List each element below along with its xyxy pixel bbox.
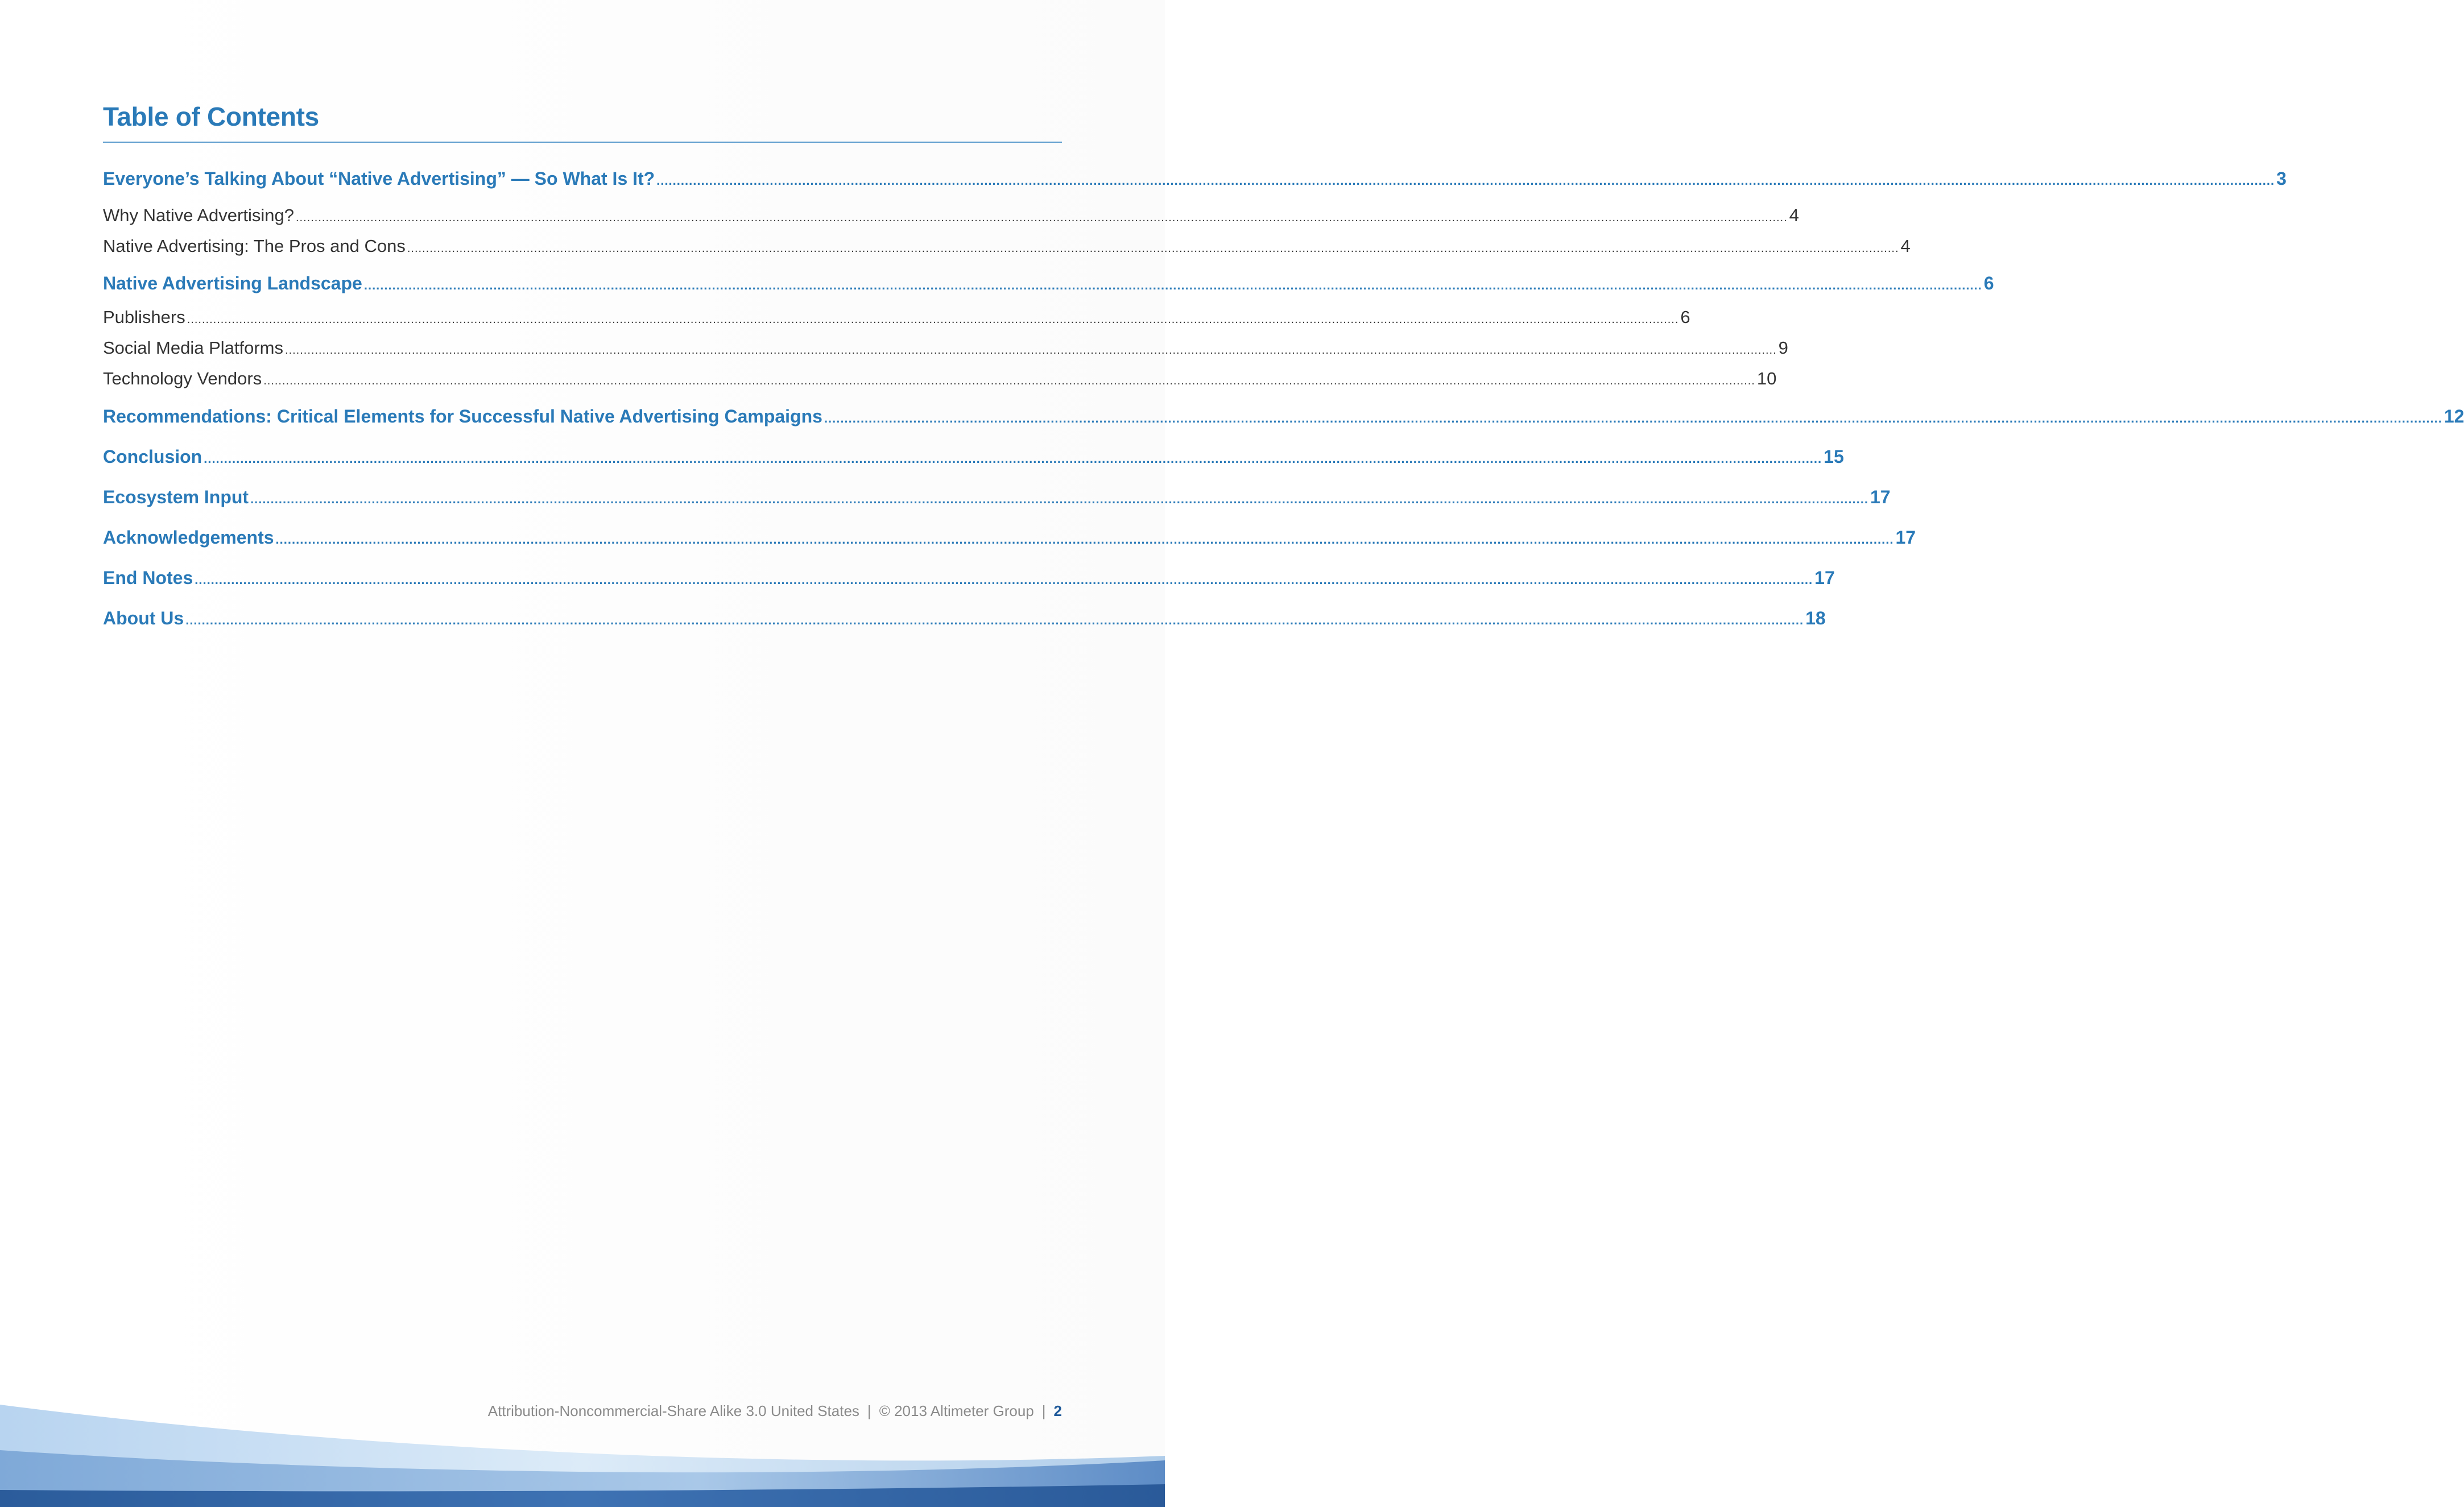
dot-leader: ................................................................................................................................................................................................................................................................................................................................................................................................................ bbox=[275, 532, 1894, 547]
toc-entry-label: Recommendations: Critical Elements for Successful Native Advertising Campaigns bbox=[103, 406, 822, 427]
dot-leader: ................................................................................................................................................................................................................................................................................................................................................................................................................ bbox=[263, 375, 1755, 387]
toc-entry-label: Native Advertising Landscape bbox=[103, 273, 362, 293]
toc-entry-label: Ecosystem Input bbox=[103, 487, 249, 507]
toc-entry-page: 17 bbox=[1895, 527, 1916, 548]
toc-entry[interactable] bbox=[103, 406, 2464, 427]
footer-separator: | bbox=[1041, 1402, 1046, 1419]
toc-entry[interactable] bbox=[103, 527, 1916, 548]
toc-entry-page: 17 bbox=[1870, 487, 1891, 507]
footer-separator: | bbox=[867, 1402, 871, 1419]
toc-entry-page: 9 bbox=[1778, 338, 1788, 358]
toc-entry-page: 17 bbox=[1814, 568, 1835, 588]
toc-entry-label: Publishers bbox=[103, 307, 185, 327]
dot-leader: ................................................................................................................................................................................................................................................................................................................................................................................................................ bbox=[407, 242, 1899, 255]
toc-entry-label: Why Native Advertising? bbox=[103, 205, 294, 225]
toc-entry-page: 4 bbox=[1789, 205, 1799, 225]
toc-entry[interactable] bbox=[103, 236, 1911, 256]
toc-entry[interactable] bbox=[103, 446, 1844, 467]
toc-entry-page: 10 bbox=[1756, 369, 1777, 388]
title-divider bbox=[103, 142, 1062, 143]
toc-entry-page: 3 bbox=[2276, 168, 2287, 189]
toc-entry-label: About Us bbox=[103, 608, 184, 628]
dot-leader: ................................................................................................................................................................................................................................................................................................................................................................................................................ bbox=[250, 492, 1868, 506]
dot-leader: ................................................................................................................................................................................................................................................................................................................................................................................................................ bbox=[656, 173, 2275, 188]
page-title: Table of Contents bbox=[103, 102, 319, 131]
dot-leader: ................................................................................................................................................................................................................................................................................................................................................................................................................ bbox=[187, 313, 1679, 326]
page-background bbox=[117, 0, 1165, 1507]
toc-entry[interactable] bbox=[103, 205, 1799, 226]
dot-leader: ................................................................................................................................................................................................................................................................................................................................................................................................................ bbox=[195, 573, 1813, 587]
toc-entry[interactable] bbox=[103, 608, 1826, 629]
page-number: 2 bbox=[1053, 1402, 1062, 1419]
toc-entry-page: 4 bbox=[1900, 236, 1911, 256]
toc-entry-label: Technology Vendors bbox=[103, 369, 262, 388]
license-text: Attribution-Noncommercial-Share Alike 3.0 United States bbox=[487, 1402, 859, 1419]
toc-entry[interactable] bbox=[103, 307, 1690, 328]
dot-leader: ................................................................................................................................................................................................................................................................................................................................................................................................................ bbox=[285, 344, 1777, 357]
toc-entry-page: 12 bbox=[2444, 406, 2464, 427]
toc-entry-page: 6 bbox=[1983, 273, 1994, 293]
toc-entry-page: 15 bbox=[1824, 446, 1844, 467]
toc-entry[interactable] bbox=[103, 568, 1835, 589]
toc-entry-page: 18 bbox=[1805, 608, 1826, 628]
toc-entry-label: Everyone’s Talking About “Native Advertising” — So What Is It? bbox=[103, 168, 655, 189]
copyright-text: © 2013 Altimeter Group bbox=[879, 1402, 1034, 1419]
toc-entry[interactable] bbox=[103, 369, 1777, 389]
dot-leader: ................................................................................................................................................................................................................................................................................................................................................................................................................ bbox=[363, 278, 1982, 292]
dot-leader: ................................................................................................................................................................................................................................................................................................................................................................................................................ bbox=[295, 212, 1788, 224]
toc-entry-label: Acknowledgements bbox=[103, 527, 274, 548]
toc-entry-label: Native Advertising: The Pros and Cons bbox=[103, 236, 406, 256]
toc-entry-label: Conclusion bbox=[103, 446, 202, 467]
toc-entry[interactable] bbox=[103, 487, 1891, 508]
toc-entry[interactable] bbox=[103, 168, 2287, 189]
toc-entry-label: End Notes bbox=[103, 568, 193, 588]
dot-leader: ................................................................................................................................................................................................................................................................................................................................................................................................................ bbox=[824, 411, 2442, 425]
dot-leader: ................................................................................................................................................................................................................................................................................................................................................................................................................ bbox=[204, 452, 1822, 466]
dot-leader: ................................................................................................................................................................................................................................................................................................................................................................................................................ bbox=[185, 613, 1804, 627]
page-footer bbox=[488, 1402, 1062, 1420]
toc-entry[interactable] bbox=[103, 273, 1994, 294]
toc-entry[interactable] bbox=[103, 338, 1788, 358]
toc-entry-page: 6 bbox=[1680, 307, 1690, 327]
toc-entry-label: Social Media Platforms bbox=[103, 338, 284, 358]
